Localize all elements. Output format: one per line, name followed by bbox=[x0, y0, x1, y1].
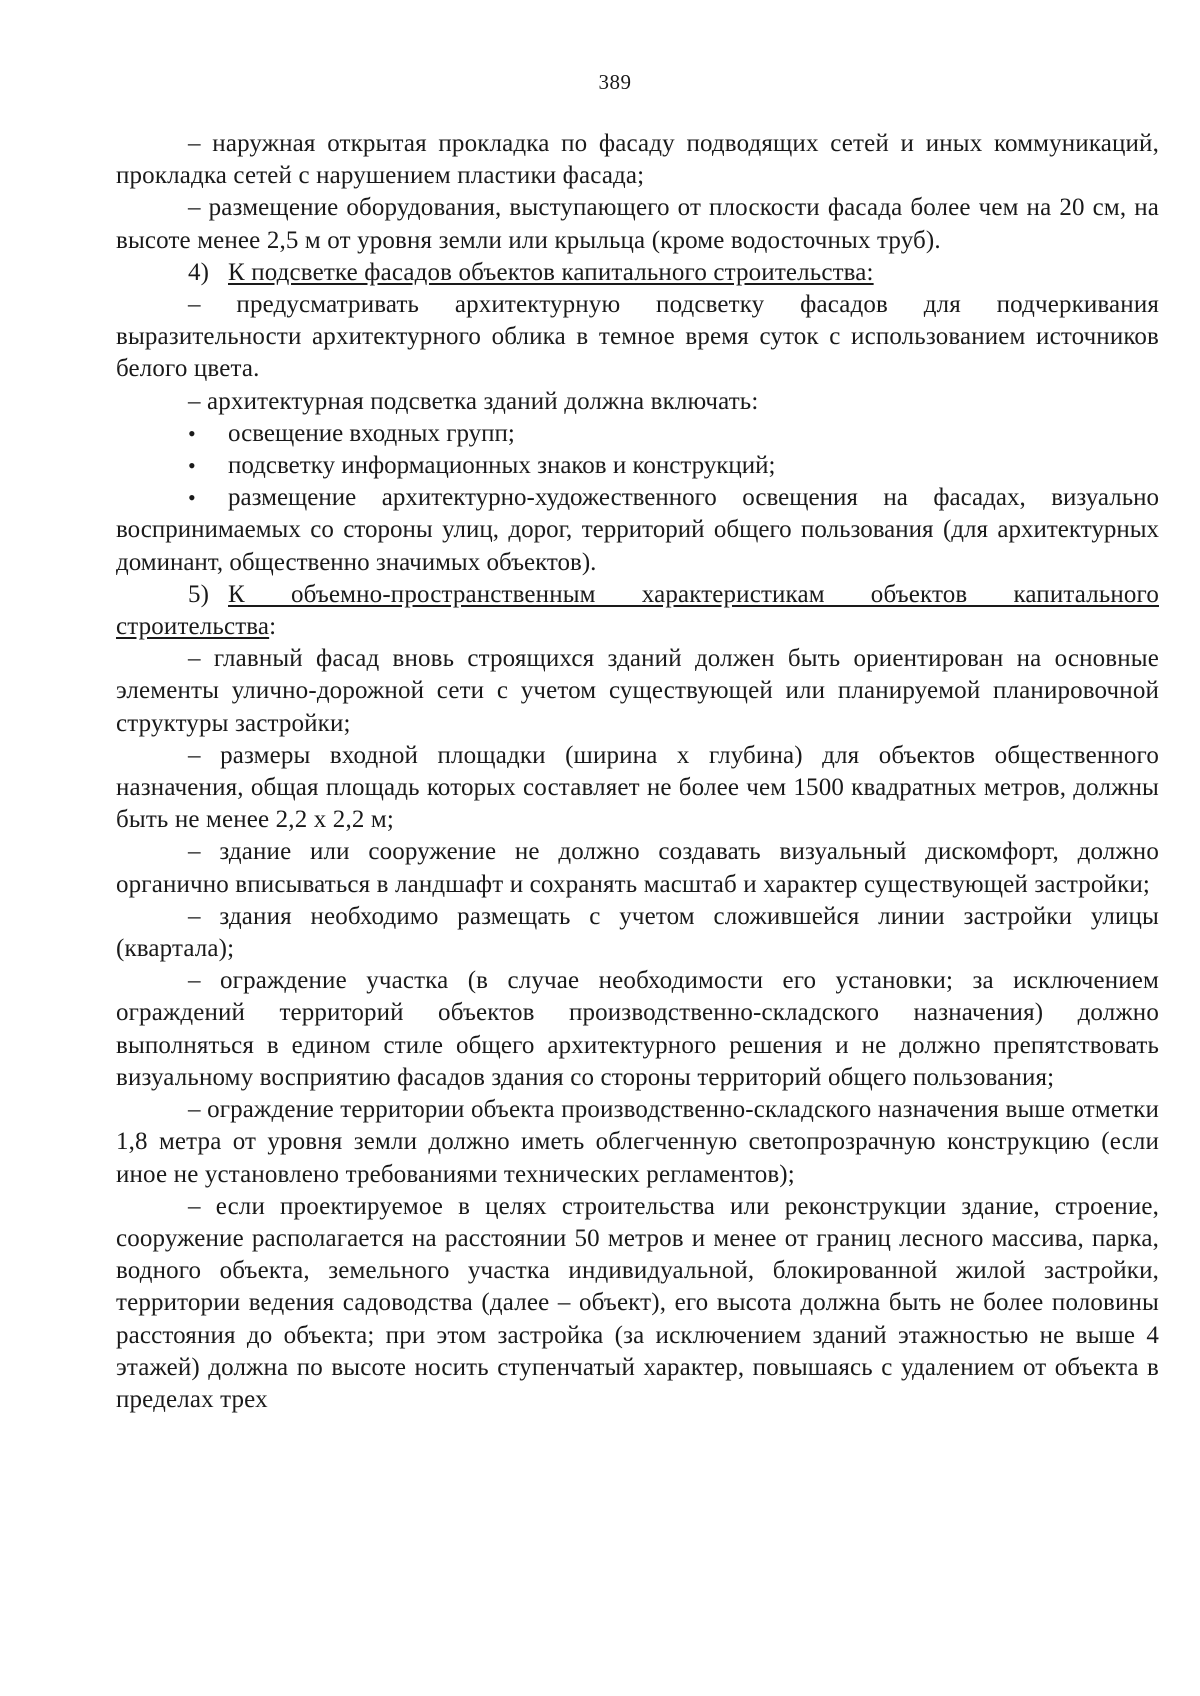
paragraph: – ограждение участка (в случае необходимости его установки; за исключением ограждений территорий объектов производственно-складского назначения) должно выполняться в едином стиле общего архитектурного решения и не должно препятствовать визуальному восприятию фасадов здания со стороны территорий общего пользования; bbox=[116, 967, 1159, 1091]
section-number: 4) bbox=[188, 258, 210, 286]
bullet-icon: • bbox=[188, 453, 196, 479]
paragraph: – если проектируемое в целях строительства или реконструкции здание, строение, сооружение располагается на расстоянии 50 метров и менее от границ лесного массива, парка, водного объекта, земельного участка индивидуальной, блокированной жилой застройки, территории ведения садоводства (далее – объект), его высота должна быть не более половины расстояния до объекта; при этом застройка (за исключением зданий этажностью не выше 4 этажей) должна по высоте носить ступенчатый характер, повышаясь с удалением от объекта в пределах трех bbox=[116, 1192, 1159, 1413]
document-body bbox=[116, 128, 1159, 1416]
paragraph: – наружная открытая прокладка по фасаду подводящих сетей и иных коммуникаций, прокладка сетей с нарушением пластики фасада; bbox=[116, 130, 1159, 190]
section-title: К подсветке фасадов объектов капитального строительства: bbox=[228, 258, 874, 286]
section-title: К объемно-пространственным характеристикам объектов капитального строительства bbox=[116, 580, 1159, 641]
bullet-text: освещение входных групп; bbox=[228, 419, 515, 447]
paragraph: – предусматривать архитектурную подсветку фасадов для подчеркивания выразительности архитектурного облика в темное время суток с использованием источников белого цвета. bbox=[116, 291, 1159, 383]
paragraph: – ограждение территории объекта производственно-складского назначения выше отметки 1,8 метра от уровня земли должно иметь облегченную светопрозрачную конструкцию (если иное не установлено требованиями технических регламентов); bbox=[116, 1096, 1159, 1188]
section-heading-4 bbox=[116, 257, 1159, 289]
paragraph: – здания необходимо размещать с учетом сложившейся линии застройки улицы (квартала); bbox=[116, 902, 1159, 963]
bullet-item bbox=[116, 482, 1159, 579]
paragraph: – здание или сооружение не должно создавать визуальный дискомфорт, должно органично вписываться в ландшафт и сохранять масштаб и характер существующей застройки; bbox=[116, 838, 1159, 898]
section-heading-5 bbox=[116, 579, 1159, 643]
bullet-text: подсветку информационных знаков и конструкций; bbox=[228, 452, 776, 480]
page-number: 389 bbox=[598, 70, 632, 94]
section-number: 5) bbox=[188, 580, 210, 608]
section-title-colon: : bbox=[269, 613, 277, 641]
paragraph: – главный фасад вновь строящихся зданий должен быть ориентирован на основные элементы улично-дорожной сети с учетом существующей или планируемой планировочной структуры застройки; bbox=[116, 645, 1159, 737]
paragraph: – размещение оборудования, выступающего от плоскости фасада более чем на 20 см, на высоте менее 2,5 м от уровня земли или крыльца (кроме водосточных труб). bbox=[116, 194, 1159, 254]
paragraph: – размеры входной площадки (ширина х глубина) для объектов общественного назначения, общая площадь которых составляет не более чем 1500 квадратных метров, должны быть не менее 2,2 х 2,2 м; bbox=[116, 741, 1159, 834]
paragraph: – архитектурная подсветка зданий должна включать: bbox=[188, 387, 759, 415]
bullet-icon: • bbox=[188, 420, 196, 446]
bullet-item bbox=[116, 450, 1159, 482]
bullet-icon: • bbox=[188, 485, 196, 511]
bullet-text: размещение архитектурно-художественного освещения на фасадах, визуально воспринимаемых со стороны улиц, дорог, территорий общего пользования (для архитектурных доминант, общественно значимых объектов). bbox=[116, 484, 1159, 576]
bullet-item bbox=[116, 418, 1159, 450]
